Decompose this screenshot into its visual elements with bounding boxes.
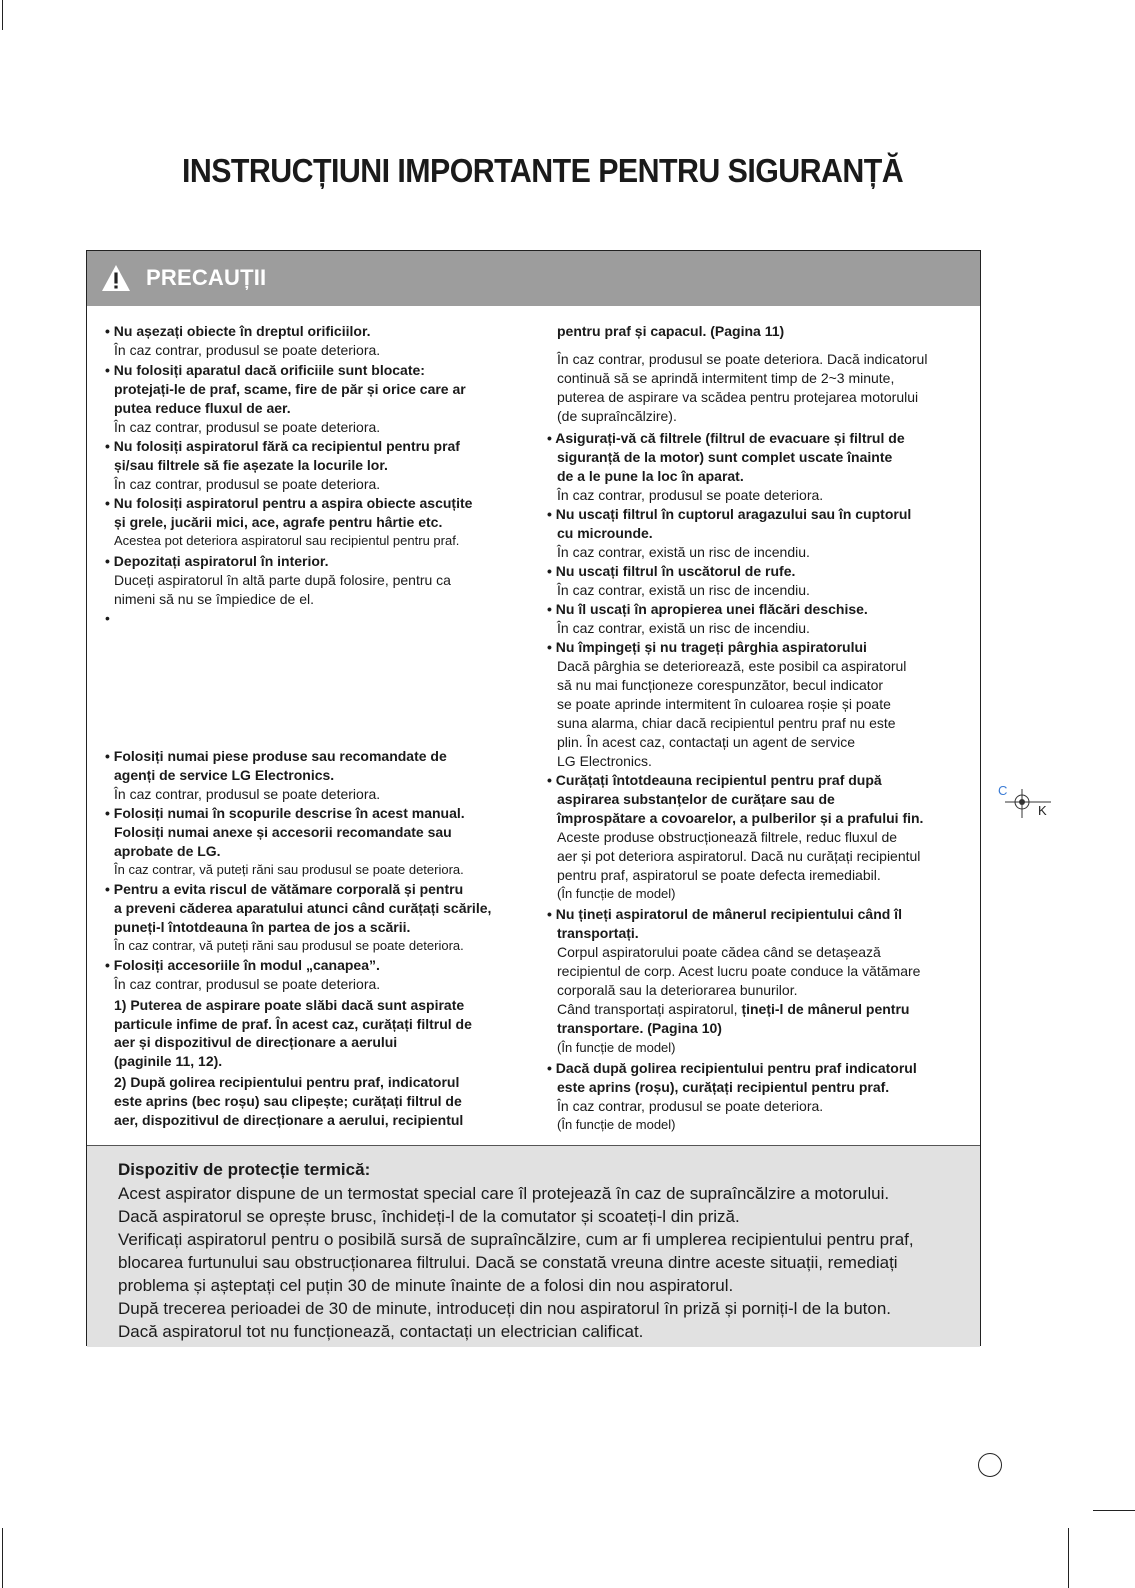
regular-text: pentru praf, aspiratorul se poate defecta iremediabil. [557, 867, 881, 883]
bold-text: de a le pune la loc în aparat. [557, 468, 744, 484]
regular-text: Duceți aspiratorul în altă parte după folosire, pentru ca [114, 572, 451, 588]
text-line [557, 1078, 889, 1096]
text-line [114, 1092, 462, 1110]
page-title: INSTRUCȚIUNI IMPORTANTE PENTRU SIGURANȚĂ [181, 152, 904, 189]
bold-text: putea reduce fluxul de aer. [114, 400, 291, 416]
text-line [114, 475, 380, 493]
text-line [557, 752, 652, 770]
text-line [557, 619, 810, 637]
text-line [557, 467, 744, 485]
regular-text: nimeni să nu se împiedice de el. [114, 591, 314, 607]
bold-text: transportare. (Pagina 10) [557, 1020, 722, 1036]
bold-text: • Dacă după golirea recipientului pentru praf indicatorul [547, 1060, 917, 1076]
text-line [557, 962, 920, 980]
bold-text: • Nu îl uscați în apropierea unei flăcări deschise. [547, 601, 868, 617]
bold-text: • Nu uscați filtrul în cuptorul aragazului sau în cuptorul [547, 506, 912, 522]
text-line [114, 1073, 459, 1091]
regular-text: În caz contrar, vă puteți răni sau produsul se poate deteriora. [114, 862, 464, 877]
regular-text: În caz contrar, produsul se poate deteriora. Dacă indicatorul [557, 351, 928, 367]
regular-text: Corpul aspiratorului poate cădea când se detașează [557, 944, 881, 960]
text-line [114, 513, 442, 531]
text-line [114, 399, 291, 417]
regular-text: În caz contrar, produsul se poate deteriora. [557, 1098, 824, 1114]
regular-text: Aceste produse obstrucționează filtrele, reduc fluxul de [557, 829, 898, 845]
text-line [557, 369, 894, 387]
bold-text: particule infime de praf. În acest caz, curățați filtrul de [114, 1016, 472, 1032]
regular-text: În caz contrar, vă puteți răni sau produsul se poate deteriora. [114, 938, 464, 953]
text-line [114, 937, 464, 955]
text-line [557, 714, 896, 732]
precautions-title: PRECAUȚII [146, 265, 267, 290]
bold-text: • Folosiți accesoriile în modul „canapea”. [105, 957, 380, 973]
bold-text: și/sau filtrele să fie așezate la locurile lor. [114, 457, 388, 473]
thermal-line: După trecerea perioadei de 30 de minute, introduceți din nou aspiratorul în priză și porniți-l de la buton. [118, 1299, 892, 1318]
text-line [557, 828, 897, 846]
bullet-item [547, 638, 867, 656]
thermal-protection-box [87, 1145, 980, 1347]
regular-text: În caz contrar, există un risc de incendiu. [557, 620, 810, 636]
text-line [557, 981, 797, 999]
bold-text: este aprins (bec roșu) sau clipește; curățați filtrul de [114, 1093, 462, 1109]
text-line [557, 695, 891, 713]
regular-text: (de supraîncălzire). [557, 408, 677, 424]
regular-text: plin. În acest caz, contactați un agent de service [557, 734, 856, 750]
text-line [557, 581, 810, 599]
bullet-item [105, 609, 110, 627]
registration-mark [998, 783, 1053, 825]
precautions-panel [86, 250, 981, 1346]
text-line [557, 790, 835, 808]
bold-text: țineți-l de mânerul pentru [741, 1001, 910, 1017]
bullet-item [105, 361, 425, 379]
text-line [114, 380, 466, 398]
registration-left-label: C [998, 783, 1008, 798]
bullet-item [547, 905, 902, 923]
regular-text: Acestea pot deteriora aspiratorul sau recipientul pentru praf. [114, 533, 460, 548]
text-line [557, 1019, 722, 1037]
text-line [557, 885, 676, 903]
text-line [114, 766, 334, 784]
regular-text: În caz contrar, există un risc de incendiu. [557, 544, 810, 560]
text-line [114, 1033, 397, 1051]
bold-text: pentru praf și capacul. (Pagina 11) [557, 323, 785, 339]
text-line [114, 823, 452, 841]
regular-text: puterea de aspirare va scădea pentru protejarea motorului [557, 389, 919, 405]
text-line [557, 388, 918, 406]
text-line [114, 996, 464, 1014]
bold-text: agenți de service LG Electronics. [114, 767, 335, 783]
bullet-item [105, 437, 460, 455]
bold-text: protejați-le de praf, scame, fire de păr și orice care ar [114, 381, 466, 397]
regular-text: suna alarma, chiar dacă recipientul pentru praf nu este [557, 715, 896, 731]
precautions-header [87, 251, 980, 306]
text-line [114, 571, 451, 589]
regular-text: În caz contrar, produsul se poate deteriora. [114, 342, 381, 358]
text-line [114, 842, 221, 860]
text-line [557, 524, 653, 542]
regular-text: continuă să se aprindă intermitent timp de 2~3 minute, [557, 370, 895, 386]
bullet-item [547, 562, 795, 580]
bold-text: • Pentru a evita riscul de vătămare corporală și pentru [105, 881, 464, 897]
text-line [557, 866, 881, 884]
bullet-item [105, 552, 329, 570]
text-line [557, 943, 881, 961]
regular-text: să nu mai funcționeze corespunzător, becul indicator [557, 677, 884, 693]
bullet-item [547, 429, 905, 447]
text-line [557, 809, 923, 827]
regular-text: recipientul de corp. Acest lucru poate conduce la vătămare [557, 963, 921, 979]
bold-text: cu microunde. [557, 525, 653, 541]
bold-text: a preveni căderea aparatului atunci când curățați scările, [114, 900, 492, 916]
text-line [114, 341, 380, 359]
thermal-heading: Dispozitiv de protecție termică: [118, 1160, 371, 1179]
bold-text: • Asigurați-vă că filtrele (filtrul de evacuare și filtrul de [547, 430, 905, 446]
thermal-line: Dacă aspiratorul se oprește brusc, închideți-l de la comutator și scoateți-l din priză. [118, 1207, 740, 1226]
text-line [557, 543, 810, 561]
crop-mark [2, 1528, 3, 1588]
text-line [114, 899, 491, 917]
regular-text: În caz contrar, produsul se poate deteriora. [557, 487, 824, 503]
thermal-line: blocarea furtunului sau obstrucționarea filtrului. Dacă se constată vreuna dintre aceste situații, remediați [118, 1253, 898, 1272]
text-line [557, 448, 892, 466]
text-line [557, 350, 927, 368]
regular-text: Când transportați aspiratorul, [557, 1001, 742, 1017]
page-circle-icon [978, 1453, 1002, 1477]
bullet-item [105, 880, 463, 898]
bold-text: aprobate de LG. [114, 843, 221, 859]
bold-text: și grele, jucării mici, ace, agrafe pentru hârtie etc. [114, 514, 443, 530]
thermal-line: problema și așteptați cel puțin 30 de minute înainte de a folosi din nou aspiratorul. [118, 1276, 734, 1295]
bold-text: 1) Puterea de aspirare poate slăbi dacă sunt aspirate [114, 997, 465, 1013]
regular-text: LG Electronics. [557, 753, 652, 769]
text-line [557, 1000, 909, 1018]
regular-text: aer și pot deteriora aspiratorul. Dacă nu curățați recipientul [557, 848, 921, 864]
bullet-item [105, 322, 371, 340]
regular-text: Dacă pârghia se deteriorează, este posibil ca aspiratorul [557, 658, 907, 674]
text-line [114, 1111, 463, 1129]
text-line [557, 407, 677, 425]
bullet-item [105, 804, 465, 822]
text-line [557, 322, 784, 340]
bold-text: • Nu folosiți aparatul dacă orificiile sunt blocate: [105, 362, 425, 378]
regular-text: În caz contrar, produsul se poate deteriora. [114, 786, 381, 802]
warning-triangle-icon [101, 264, 131, 292]
bold-text: • Folosiți numai în scopurile descrise în acest manual. [105, 805, 465, 821]
text-line [557, 676, 883, 694]
bold-text: puneți-l întotdeauna în partea de jos a scării. [114, 919, 411, 935]
regular-text: În caz contrar, produsul se poate deteriora. [114, 476, 381, 492]
crop-mark [2, 0, 3, 30]
bold-text: • Folosiți numai piese produse sau recomandate de [105, 748, 447, 764]
thermal-line: Acest aspirator dispune de un termostat special care îl protejează în caz de supraîncălzire a motorului. [118, 1184, 890, 1203]
regular-text: În caz contrar, există un risc de incendiu. [557, 582, 810, 598]
text-line [557, 486, 823, 504]
bold-text: Folosiți numai anexe și accesorii recomandate sau [114, 824, 452, 840]
bold-text: aspirarea substanțelor de curățare sau de [557, 791, 835, 807]
text-line [557, 1116, 676, 1134]
bullet-item [547, 505, 911, 523]
text-line [114, 532, 459, 550]
regular-text: corporală sau la deteriorarea bunurilor. [557, 982, 798, 998]
bullet-item [547, 1059, 917, 1077]
text-line [114, 590, 314, 608]
bullet-item [105, 956, 380, 974]
regular-text: • [105, 610, 110, 626]
regular-text: În caz contrar, produsul se poate deteriora. [114, 419, 381, 435]
bullet-item [105, 494, 472, 512]
text-line [114, 418, 380, 436]
bold-text: • Nu așezați obiecte în dreptul orificiilor. [105, 323, 371, 339]
bold-text: • Nu împingeți și nu trageți pârghia aspiratorului [547, 639, 867, 655]
bold-text: transportați. [557, 925, 639, 941]
text-line [557, 1097, 823, 1115]
text-line [557, 733, 855, 751]
bullet-item [547, 771, 882, 789]
bold-text: • Curățați întotdeauna recipientul pentru praf după [547, 772, 882, 788]
regular-text: (În funcție de model) [557, 1117, 676, 1132]
bold-text: aer, dispozitivul de direcționare a aerului, recipientul [114, 1112, 464, 1128]
text-line [114, 918, 410, 936]
bold-text: aer și dispozitivul de direcționare a aerului [114, 1034, 398, 1050]
text-line [557, 1039, 676, 1057]
bold-text: • Nu folosiți aspiratorul fără ca recipientul pentru praf [105, 438, 460, 454]
text-line [557, 847, 920, 865]
registration-right-label: K [1038, 803, 1047, 818]
text-line [114, 1015, 472, 1033]
thermal-line: Verificați aspiratorul pentru o posibilă sursă de supraîncălzire, cum ar fi umplerea recipientului pentru praf, [118, 1230, 914, 1249]
text-line [557, 924, 639, 942]
bold-text: • Nu uscați filtrul în uscătorul de rufe. [547, 563, 796, 579]
regular-text: se poate aprinde intermitent în culoarea roșie și poate [557, 696, 891, 712]
bold-text: siguranță de la motor) sunt complet uscate înainte [557, 449, 893, 465]
regular-text: În caz contrar, produsul se poate deteriora. [114, 976, 381, 992]
bullet-item [105, 747, 447, 765]
text-line [114, 456, 388, 474]
bold-text: • Nu țineți aspiratorul de mânerul recipientului când îl [547, 906, 902, 922]
bold-text: împrospătare a covoarelor, a pulberilor și a prafului fin. [557, 810, 924, 826]
bold-text: 2) După golirea recipientului pentru praf, indicatorul [114, 1074, 460, 1090]
bold-text: (paginile 11, 12). [114, 1053, 223, 1069]
bold-text: • Depozitați aspiratorul în interior. [105, 553, 329, 569]
text-line [114, 785, 380, 803]
regular-text: (În funcție de model) [557, 1040, 676, 1055]
crop-mark [1093, 1510, 1135, 1511]
crop-mark [1068, 1528, 1069, 1588]
thermal-line: Dacă aspiratorul tot nu funcționează, contactați un electrician calificat. [118, 1322, 644, 1341]
text-line [114, 1052, 222, 1070]
bold-text: este aprins (roșu), curățați recipientul pentru praf. [557, 1079, 890, 1095]
bullet-item [547, 600, 868, 618]
text-line [557, 657, 906, 675]
text-line [114, 861, 464, 879]
bold-text: • Nu folosiți aspiratorul pentru a aspira obiecte ascuțite [105, 495, 473, 511]
regular-text: (În funcție de model) [557, 886, 676, 901]
text-line [114, 975, 380, 993]
